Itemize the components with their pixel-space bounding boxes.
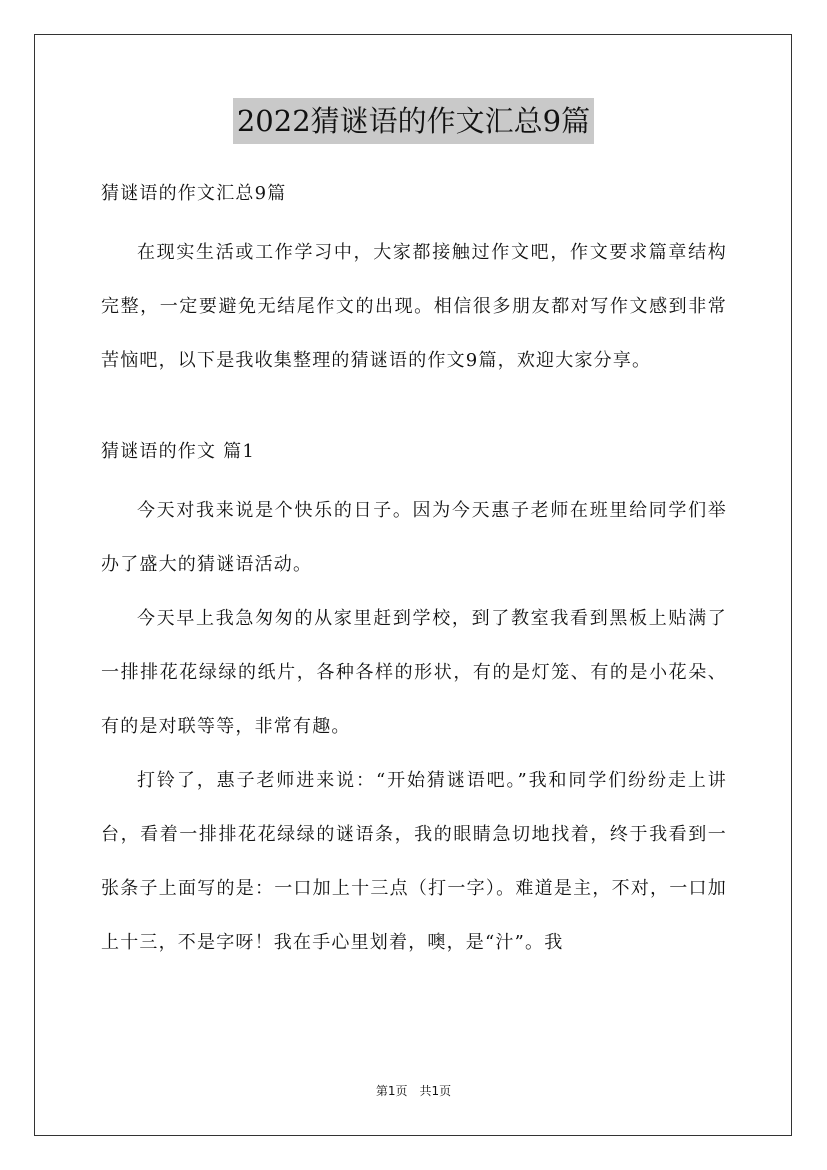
spacer <box>101 216 727 226</box>
spacer <box>101 388 727 430</box>
section-heading: 猜谜语的作文 篇1 <box>101 441 255 462</box>
document-title: 2022猜谜语的作文汇总9篇 <box>233 98 594 144</box>
spacer <box>101 474 727 484</box>
document-subtitle: 猜谜语的作文汇总9篇 <box>101 183 287 204</box>
intro-paragraph: 在现实生活或工作学习中，大家都接触过作文吧，作文要求篇章结构完整，一定要避免无结尾作文的出现。相信很多朋友都对写作文感到非常苦恼吧，以下是我收集整理的猜谜语的作文9篇，欢迎大家分享。 <box>101 242 727 371</box>
title-container <box>0 98 827 144</box>
page-number: 第1页 <box>375 1084 408 1098</box>
page-footer <box>0 1082 827 1099</box>
document-body <box>101 172 727 970</box>
page-total: 共1页 <box>419 1084 452 1098</box>
body-paragraph: 今天对我来说是个快乐的日子。因为今天惠子老师在班里给同学们举办了盛大的猜谜语活动。 <box>101 500 727 575</box>
body-paragraph: 今天早上我急匆匆的从家里赶到学校，到了教室我看到黑板上贴满了一排排花花绿绿的纸片，各种各样的形状，有的是灯笼、有的是小花朵、有的是对联等等，非常有趣。 <box>101 608 727 737</box>
body-paragraph: 打铃了，惠子老师进来说：“开始猜谜语吧。”我和同学们纷纷走上讲台，看着一排排花花绿绿的谜语条，我的眼睛急切地找着，终于我看到一张条子上面写的是：一口加上十三点（打一字）。难道是主，不对，一口加上十三，不是字呀！我在手心里划着，噢，是“汁”。我 <box>101 770 727 953</box>
